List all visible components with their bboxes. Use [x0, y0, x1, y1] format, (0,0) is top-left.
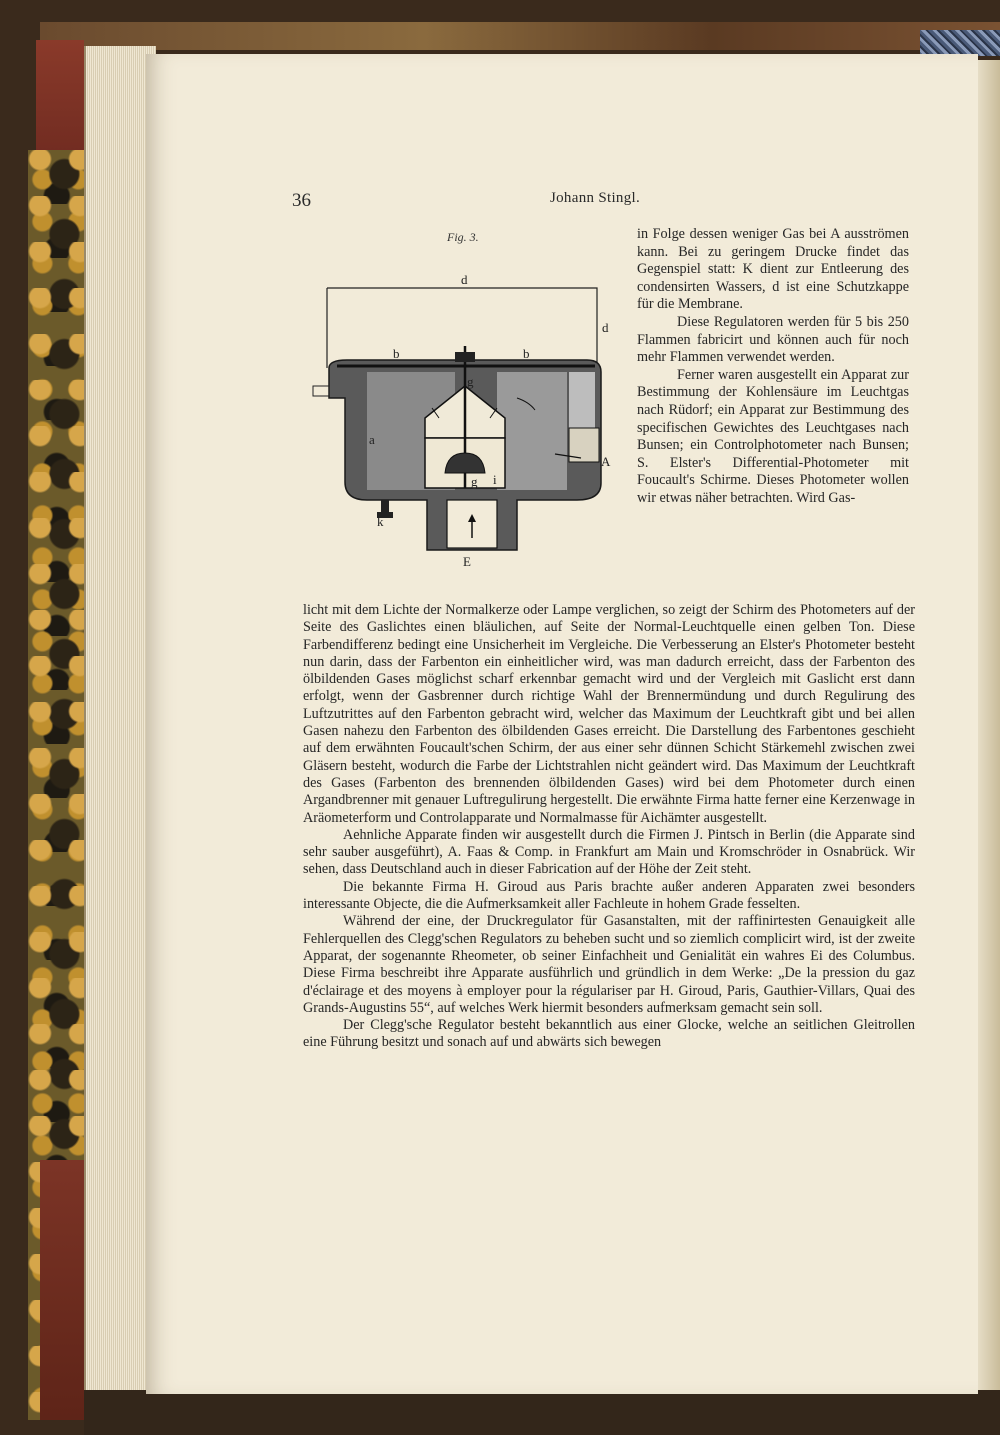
paragraph: in Folge dessen weniger Gas bei A ausströmen kann. Bei zu geringem Drucke findet das Gegenspiel statt: K dient zur Entleerung des condensirten Wassers, d ist eine Schutzkappe für die Membrane.	[637, 226, 909, 313]
gas-regulator-figure	[307, 268, 627, 578]
label-b-left: b	[393, 346, 400, 361]
page-number: 36	[292, 190, 311, 211]
label-b-right: b	[523, 346, 530, 361]
spine-leather-bottom	[40, 1160, 84, 1420]
running-head-author: Johann Stingl.	[550, 190, 641, 206]
label-A: A	[601, 454, 611, 469]
label-i: i	[493, 472, 497, 487]
label-g-bottom: g	[471, 474, 478, 489]
figure-caption: Fig. 3.	[447, 230, 479, 244]
label-E: E	[463, 554, 471, 569]
cover-top-edge	[40, 22, 1000, 50]
label-g-top: g	[467, 374, 474, 389]
paragraph: Aehnliche Apparate finden wir ausgestellt durch die Firmen J. Pintsch in Berlin (die Apparate sind sehr sauber ausgeführt), A. Faas & Comp. in Frankfurt am Main und Kromschröder in Osnabrück. Wir sehen, dass Deutschland auch in dieser Fabrication auf der Höhe der Zeit steht.	[303, 826, 915, 878]
label-a: a	[369, 432, 375, 447]
paragraph: Die bekannte Firma H. Giroud aus Paris brachte außer anderen Apparaten zwei besonders interessante Objecte, die die Aufmerksamkeit aller Fachleute in hohem Grade fesselten.	[303, 878, 915, 913]
paragraph: licht mit dem Lichte der Normalkerze oder Lampe verglichen, so zeigt der Schirm des Photometers auf der Seite des Gaslichtes einen bläulichen, auf Seite der Normal-Leuchtquelle einen gelben Ton. Diese Farbendifferenz bedingt eine Unsicherheit im Vergleiche. Die Verbesserung an Elster's Photometer besteht nun darin, dass der Farbenton ein einheitlicher wird, was man dadurch erreicht, dass der Farbenton des ölbildenden Gases möglichst scharf erkennbar gemacht wird und der Vergleich mit Gaslicht erst dann erfolgt, wenn der Gasbrenner durch richtige Wahl der Brennermündung und durch Regulirung des Luftzutrittes auf den Farbenton gebracht wird, welcher das Maximum der Leuchtkraft gibt und bei allen Gasen nahezu den Farbenton des ölbildenden Gases erreicht. Die Darstellung des Farbentones geschieht auf dem erwähnten Foucault'schen Schirm, der aus einer sehr dünnen Schicht Stärkemehl zwischen zwei Gläsern besteht, wodurch die Farbe der Lichtstrahlen nicht geändert wird. Das Maximum der Leuchtkraft des Gases (Farbenton des brennenden ölbildenden Gases) wird bei dem Photometer durch einen Argandbrenner mit genauer Luftregulirung hergestellt. Die erwähnte Firma hatte ferner eine Kerzenwage in Aräometerform und Controlapparate und Normalmasse für Aichämter ausgestellt.	[303, 602, 915, 826]
body-text	[303, 602, 915, 1052]
label-d-side: d	[602, 320, 609, 335]
paragraph: Während der eine, der Druckregulator für Gasanstalten, mit der raffinirtesten Genauigkeit alle Fehlerquellen des Clegg'schen Regulators zu beheben sucht und so ziemlich complicirt wird, ist der zweite Apparat, der sogenannte Rheometer, ob seiner Einfachheit und Genialität ein wahres Ei des Columbus. Diese Firma beschreibt ihre Apparate ausführlich und gründlich in dem Werke: „De la pression du gaz d'éclairage et des moyens à employer pour la régulariser par H. Giroud, Paris, Gauthier-Villars, Quai des Grands-Augustins 55“, auf welches Werk hiermit besonders aufmerksam gemacht sein soll.	[303, 913, 915, 1016]
right-column-text	[637, 226, 909, 508]
label-k: k	[377, 514, 384, 529]
paragraph: Ferner waren ausgestellt ein Apparat zur Bestimmung der Kohlensäure im Leuchtgas nach Rüdorf; ein Apparat zur Bestimmung des specifischen Gewichtes des Leuchtgases nach Bunsen; ein Controlphotometer nach Bunsen; S. Elster's Differential-Photometer mit Foucault's Schirme. Dieses Photometer wollen wir etwas näher betrachten. Wird Gas-	[637, 366, 909, 506]
label-d-top: d	[461, 272, 468, 287]
paragraph: Diese Regulatoren werden für 5 bis 250 Flammen fabricirt und können auch für noch mehr Flammen verwendet werden.	[637, 313, 909, 366]
cloth-corner	[920, 30, 1000, 56]
book-bottom-edge	[84, 1390, 1000, 1435]
page-right-edge	[978, 60, 1000, 1390]
paragraph: Der Clegg'sche Regulator besteht bekanntlich aus einer Glocke, welche an seitlichen Gleitrollen eine Führung besitzt und sonach auf und abwärts sich bewegen	[303, 1017, 915, 1051]
